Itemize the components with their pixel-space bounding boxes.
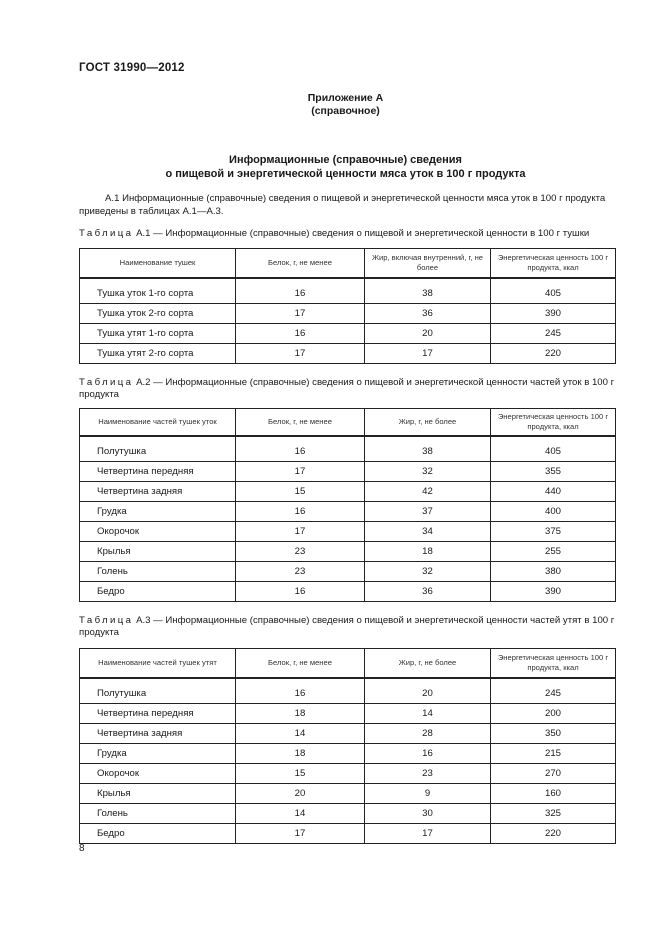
- value-cell: 36: [365, 303, 491, 323]
- value-cell: 440: [491, 481, 616, 501]
- value-cell: 38: [365, 442, 491, 462]
- table-row: [80, 284, 616, 304]
- section-title-line1: Информационные (справочные) сведения: [229, 154, 462, 166]
- row-name-cell: Тушка уток 1-го сорта: [80, 284, 236, 304]
- column-header: Белок, г, не менее: [236, 249, 365, 278]
- row-name-cell: Четвертина задняя: [80, 723, 236, 743]
- value-cell: 17: [236, 343, 365, 363]
- table-row: [80, 343, 616, 363]
- value-cell: 390: [491, 303, 616, 323]
- table-row: [80, 303, 616, 323]
- value-cell: 28: [365, 723, 491, 743]
- table-row: [80, 581, 616, 601]
- value-cell: 17: [365, 823, 491, 843]
- value-cell: 17: [236, 521, 365, 541]
- table-header-row: [80, 409, 616, 436]
- value-cell: 375: [491, 521, 616, 541]
- row-name-cell: Полутушка: [80, 442, 236, 462]
- value-cell: 17: [236, 461, 365, 481]
- value-cell: 37: [365, 501, 491, 521]
- value-cell: 160: [491, 783, 616, 803]
- table-a1: [79, 248, 616, 364]
- table-header-row: [80, 249, 616, 278]
- value-cell: 32: [365, 461, 491, 481]
- value-cell: 23: [236, 561, 365, 581]
- value-cell: 15: [236, 481, 365, 501]
- column-header: Жир, г, не более: [365, 409, 491, 436]
- table-row: [80, 723, 616, 743]
- table-row: [80, 684, 616, 704]
- column-header: Наименование тушек: [80, 249, 236, 278]
- table-row: [80, 461, 616, 481]
- standard-code: ГОСТ 31990—2012: [79, 62, 185, 74]
- table-row: [80, 501, 616, 521]
- column-header: Энергетическая ценность 100 г продукта, ккал: [491, 649, 616, 678]
- section-title-line2: о пищевой и энергетической ценности мяса уток в 100 г продукта: [165, 168, 526, 180]
- value-cell: 36: [365, 581, 491, 601]
- table-row: [80, 743, 616, 763]
- table-row: [80, 561, 616, 581]
- appendix-subtitle: (справочное): [311, 105, 380, 117]
- table-row: [80, 481, 616, 501]
- value-cell: 245: [491, 684, 616, 704]
- table3-caption-text: А.3 — Информационные (справочные) сведения о пищевой и энергетической ценности частей утят в 100 г продукта: [79, 615, 615, 638]
- value-cell: 325: [491, 803, 616, 823]
- row-name-cell: Голень: [80, 803, 236, 823]
- table-row: [80, 442, 616, 462]
- value-cell: 34: [365, 521, 491, 541]
- value-cell: 14: [365, 703, 491, 723]
- row-name-cell: Бедро: [80, 581, 236, 601]
- value-cell: 23: [236, 541, 365, 561]
- table2-caption-text: А.2 — Информационные (справочные) сведения о пищевой и энергетической ценности частей уток в 100 г продукта: [79, 377, 615, 400]
- value-cell: 42: [365, 481, 491, 501]
- table-row: [80, 521, 616, 541]
- value-cell: 16: [236, 442, 365, 462]
- table3-caption-prefix: Таблица: [79, 615, 134, 626]
- value-cell: 16: [236, 501, 365, 521]
- value-cell: 20: [365, 323, 491, 343]
- row-name-cell: Четвертина передняя: [80, 703, 236, 723]
- appendix-title: Приложение А: [307, 92, 384, 104]
- table-row: [80, 763, 616, 783]
- value-cell: 30: [365, 803, 491, 823]
- value-cell: 9: [365, 783, 491, 803]
- row-name-cell: Окорочок: [80, 521, 236, 541]
- column-header: Наименование частей тушек утят: [80, 649, 236, 678]
- value-cell: 15: [236, 763, 365, 783]
- row-name-cell: Тушка утят 2-го сорта: [80, 343, 236, 363]
- row-name-cell: Голень: [80, 561, 236, 581]
- table1-caption-prefix: Таблица: [79, 228, 134, 239]
- table-header-row: [80, 649, 616, 678]
- value-cell: 20: [236, 783, 365, 803]
- value-cell: 220: [491, 343, 616, 363]
- value-cell: 20: [365, 684, 491, 704]
- column-header: Белок, г, не менее: [236, 649, 365, 678]
- value-cell: 17: [365, 343, 491, 363]
- value-cell: 220: [491, 823, 616, 843]
- column-header: Белок, г, не менее: [236, 409, 365, 436]
- value-cell: 18: [365, 541, 491, 561]
- value-cell: 400: [491, 501, 616, 521]
- table-row: [80, 323, 616, 343]
- row-name-cell: Крылья: [80, 541, 236, 561]
- table1-caption-text: А.1 — Информационные (справочные) сведения о пищевой и энергетической ценности в 100 г тушки: [133, 228, 590, 239]
- appendix-heading: [0, 92, 661, 118]
- table-a3: [79, 648, 616, 844]
- table2-caption-prefix: Таблица: [79, 377, 134, 388]
- value-cell: 270: [491, 763, 616, 783]
- value-cell: 17: [236, 303, 365, 323]
- column-header: Энергетическая ценность 100 г продукта, ккал: [491, 409, 616, 436]
- value-cell: 16: [236, 323, 365, 343]
- value-cell: 215: [491, 743, 616, 763]
- value-cell: 355: [491, 461, 616, 481]
- page-number: 8: [79, 843, 85, 854]
- column-header: Наименование частей тушек уток: [80, 409, 236, 436]
- row-name-cell: Грудка: [80, 743, 236, 763]
- value-cell: 390: [491, 581, 616, 601]
- table3-caption: [79, 615, 615, 639]
- row-name-cell: Тушка утят 1-го сорта: [80, 323, 236, 343]
- table2-caption: [79, 377, 615, 401]
- row-name-cell: Тушка уток 2-го сорта: [80, 303, 236, 323]
- row-name-cell: Полутушка: [80, 684, 236, 704]
- value-cell: 32: [365, 561, 491, 581]
- table-row: [80, 783, 616, 803]
- value-cell: 23: [365, 763, 491, 783]
- row-name-cell: Четвертина передняя: [80, 461, 236, 481]
- value-cell: 17: [236, 823, 365, 843]
- value-cell: 16: [236, 581, 365, 601]
- table-row: [80, 703, 616, 723]
- table-row: [80, 823, 616, 843]
- column-header: Жир, г, не более: [365, 649, 491, 678]
- table-a2: [79, 408, 616, 602]
- value-cell: 245: [491, 323, 616, 343]
- value-cell: 255: [491, 541, 616, 561]
- value-cell: 14: [236, 723, 365, 743]
- value-cell: 200: [491, 703, 616, 723]
- intro-paragraph: А.1 Информационные (справочные) сведения о пищевой и энергетической ценности мяса уток в 100 г продукта приведены в таблицах А.1—А.3.: [79, 193, 606, 217]
- table-row: [80, 541, 616, 561]
- section-title: [0, 153, 661, 181]
- column-header: Жир, включая внутренний, г, не более: [365, 249, 491, 278]
- value-cell: 405: [491, 284, 616, 304]
- value-cell: 16: [365, 743, 491, 763]
- table1-caption: [79, 228, 615, 240]
- value-cell: 405: [491, 442, 616, 462]
- value-cell: 350: [491, 723, 616, 743]
- column-header: Энергетическая ценность 100 г продукта, ккал: [491, 249, 616, 278]
- value-cell: 16: [236, 684, 365, 704]
- row-name-cell: Бедро: [80, 823, 236, 843]
- table-row: [80, 803, 616, 823]
- value-cell: 18: [236, 703, 365, 723]
- value-cell: 16: [236, 284, 365, 304]
- row-name-cell: Грудка: [80, 501, 236, 521]
- value-cell: 14: [236, 803, 365, 823]
- row-name-cell: Крылья: [80, 783, 236, 803]
- value-cell: 38: [365, 284, 491, 304]
- row-name-cell: Окорочок: [80, 763, 236, 783]
- row-name-cell: Четвертина задняя: [80, 481, 236, 501]
- value-cell: 380: [491, 561, 616, 581]
- value-cell: 18: [236, 743, 365, 763]
